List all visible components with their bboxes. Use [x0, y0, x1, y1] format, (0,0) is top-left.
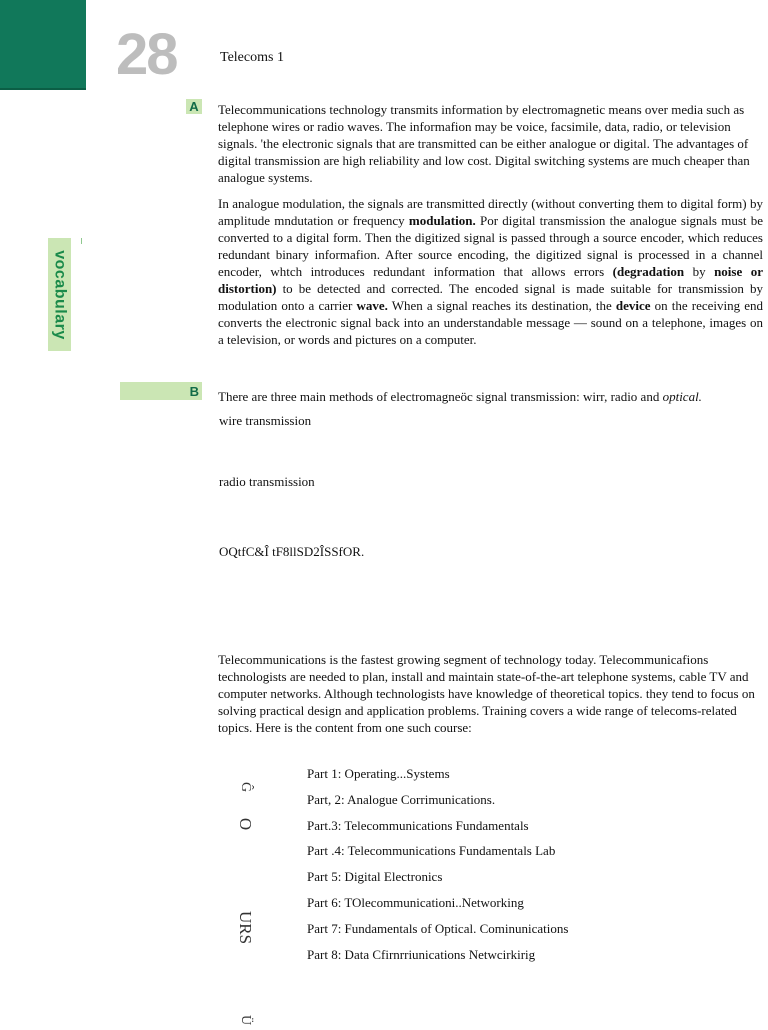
section-c-paragraph: Telecommunications is the fastest growing segment of technology today. Telecommunicafions technologists are needed to plan, install and maintain state-of-the-art telephone systems, cable TV and computer networks. Although technologists have knowledge of theoretical topics. they tend to focus on solving practical design and application problems. Training covers a wide range of telecoms-related topics. Here is the content from one such course: — [218, 652, 755, 735]
section-a-paragraph-1: Telecommunications technology transmits information by electromagnetic means over media such as telephone wires or radio waves. The informafion may be voice, facsimile, data, radio, or television signals. 'the electronic signals that are transmitted can be either analogue or digital. The advantages of digital transmission are high reliability and low cost. Digital switching systems are much cheaper than analogue systems. — [218, 102, 750, 185]
text-run: There are three main methods of electromagneöc signal transmission: wirr, radio and — [218, 389, 663, 404]
course-part-item: Part 1: Operating...Systems — [307, 766, 450, 781]
italic-term: optical. — [662, 389, 702, 404]
text-run: on the receiving end converts the electronic signal back into an understandable message — sound on a telephone, images on a television, or words and pictures on a computer. — [218, 298, 764, 347]
corner-color-block — [0, 0, 86, 90]
bold-term: modulation. — [408, 213, 476, 228]
tab-tick-mark — [81, 238, 82, 244]
section-b-badge: B — [120, 382, 202, 400]
unit-title: Telecoms 1 — [220, 50, 284, 65]
unit-number: 28 — [116, 22, 177, 87]
bold-term: noise or distortion) — [218, 264, 763, 296]
vocabulary-side-tab — [48, 238, 71, 351]
method-optical-transmission: OQtfC&Î tF8llSD2ÎSSfOR. — [219, 544, 365, 559]
course-part-item: Part .4: Telecommunications Fundamentals Lab — [307, 843, 556, 859]
bold-term: (degradation — [612, 264, 685, 279]
side-letter: Ü — [238, 1014, 253, 1026]
side-letter: O — [236, 817, 255, 831]
bold-term: wave. — [356, 298, 388, 313]
course-part-item: Part 6: TOlecommunicationi..Networking — [307, 894, 524, 910]
course-part-item: Part, 2: Analogue Corrimunications. — [307, 791, 496, 807]
text-run: by — [684, 264, 715, 279]
course-part-item: Part 5: Digital Electronics — [307, 869, 443, 885]
course-parts-list — [307, 765, 568, 971]
method-radio-transmission: radio transmission — [219, 474, 315, 489]
text-run: When a signal reaches its destination, the — [387, 298, 616, 313]
text-run: In analogue modulation, the signals are transmitted directly (without converting them to digital form) by amplitude mndutation or frequency — [218, 196, 763, 228]
section-b-intro — [218, 388, 763, 405]
vocabulary-tab-label: vocabulary — [51, 249, 69, 340]
text-run: Por digital transmission the analogue signals must be converted to a digital form. Then the digitized signal is passed through a source encoder, which reduces redundant binary informafion. After source encoding, the digitized signal is processed in a channel encoder, whtch introduces redundant information that allows errors — [218, 213, 763, 279]
text-run: to be detected and corrected. The encoded signal is made suitable for transmission by modulation onto a carrier — [218, 281, 763, 313]
course-part-item: Part 7: Fundamentals of Optical. Cominunications — [307, 920, 569, 936]
course-part-item: Part.3: Telecommunications Fundamentals — [307, 817, 529, 833]
section-a-paragraph-2 — [218, 195, 763, 348]
corner-divider — [0, 88, 86, 90]
side-letter: URS — [236, 911, 255, 945]
method-wire-transmission: wire transmission — [219, 413, 312, 428]
side-letter: Ĝ — [238, 781, 253, 793]
course-part-item: Part 8: Data Cfirnrriunications Netwcirkirig — [307, 946, 536, 962]
bold-term: device — [615, 298, 651, 313]
section-a-badge: A — [186, 99, 202, 114]
